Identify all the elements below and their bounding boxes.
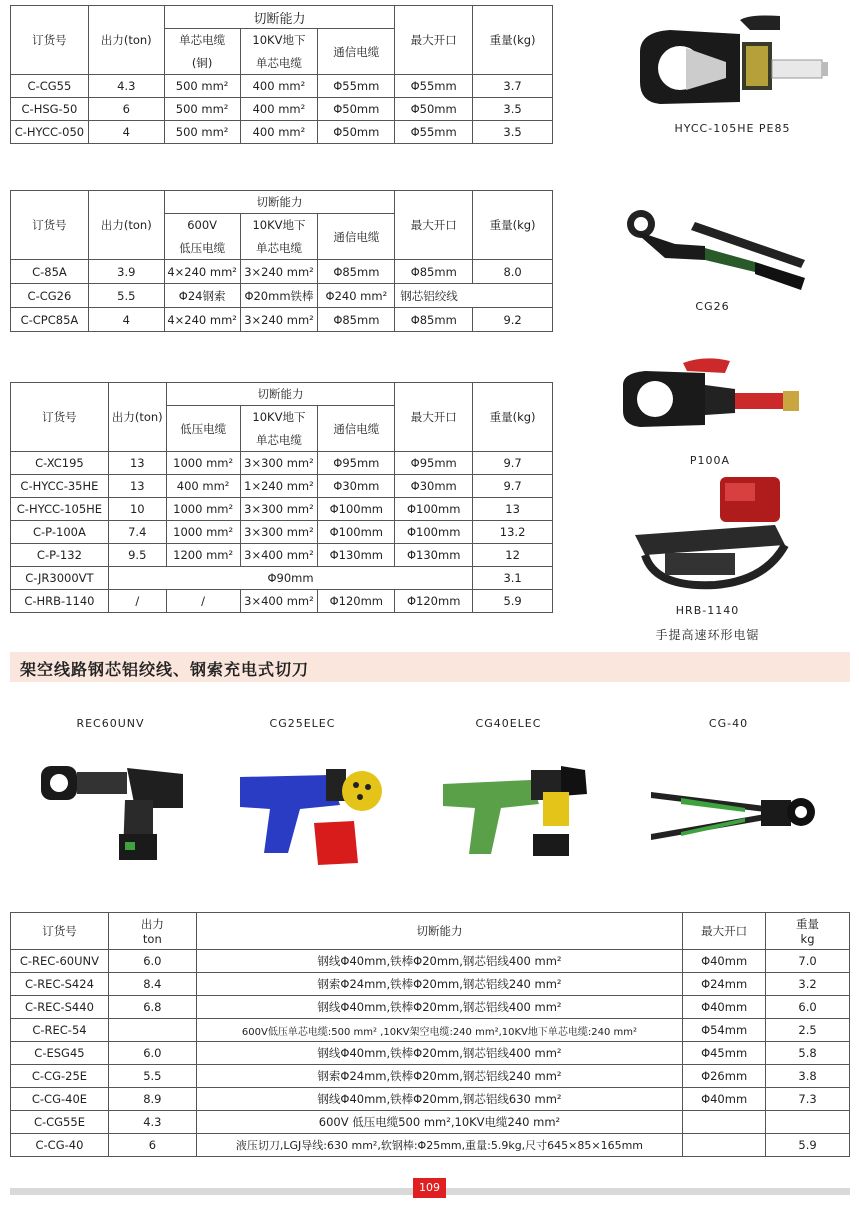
header-force-b: ton xyxy=(142,932,162,946)
p100a-cutter-image xyxy=(615,355,805,435)
cell: C-HYCC-105HE xyxy=(11,498,109,521)
cg25elec-tool-image xyxy=(230,755,390,870)
header-col1b: 低压电缆 xyxy=(164,237,240,260)
cell: 5.5 xyxy=(88,284,164,308)
cell xyxy=(108,1019,196,1042)
cell: 8.0 xyxy=(473,260,553,284)
cell xyxy=(766,1111,850,1134)
cell: 3.2 xyxy=(766,973,850,996)
cell: 6 xyxy=(108,1134,196,1157)
cell: Φ85mm xyxy=(395,308,473,332)
table-row xyxy=(11,1088,850,1111)
cell: 3×240 mm² xyxy=(240,260,318,284)
cell: 9.2 xyxy=(473,308,553,332)
cell: Φ50mm xyxy=(318,121,395,144)
cell: / xyxy=(108,590,166,613)
table-row xyxy=(11,75,553,98)
table-row xyxy=(11,260,553,284)
cell: 3.5 xyxy=(473,121,553,144)
table-row xyxy=(11,996,850,1019)
cell: 500 mm² xyxy=(164,121,240,144)
photo-caption-cg40: CG-40 xyxy=(708,717,749,730)
cell: 7.4 xyxy=(108,521,166,544)
cell: 钢芯铝绞线 xyxy=(395,284,553,308)
header-max-opening: 最大开口 xyxy=(395,6,473,75)
header-order-no: 订货号 xyxy=(11,383,109,452)
header-capacity: 切断能力 xyxy=(164,6,395,29)
cell: 9.7 xyxy=(473,475,553,498)
table-row xyxy=(11,590,553,613)
cell xyxy=(683,1134,766,1157)
header-col2b: 单芯电缆 xyxy=(240,429,318,452)
cell: Φ85mm xyxy=(318,260,395,284)
cell: 9.7 xyxy=(473,452,553,475)
cell: Φ55mm xyxy=(318,75,395,98)
table-row xyxy=(11,973,850,996)
cell: Φ24mm xyxy=(683,973,766,996)
cell: Φ130mm xyxy=(318,544,395,567)
cell: 3×300 mm² xyxy=(240,498,318,521)
cell: 3.9 xyxy=(88,260,164,284)
cell: 500 mm² xyxy=(164,98,240,121)
cell: 6.0 xyxy=(766,996,850,1019)
cell: 3×400 mm² xyxy=(240,544,318,567)
cg40-cutter-image xyxy=(645,770,820,850)
cell: 4×240 mm² xyxy=(164,260,240,284)
cell: 4 xyxy=(88,121,164,144)
header-col2a: 10KV地下 xyxy=(240,406,318,429)
cell: 6.8 xyxy=(108,996,196,1019)
cell: Φ95mm xyxy=(318,452,395,475)
cell: C-CG-40E xyxy=(11,1088,109,1111)
cell: C-JR3000VT xyxy=(11,567,109,590)
spec-table-4 xyxy=(10,912,850,1157)
cell: 3.7 xyxy=(473,75,553,98)
header-order-no: 订货号 xyxy=(11,6,89,75)
cell: Φ240 mm² xyxy=(318,284,395,308)
cell: 400 mm² xyxy=(240,75,318,98)
table-row xyxy=(11,308,553,332)
table-row xyxy=(11,950,850,973)
cell: C-HYCC-35HE xyxy=(11,475,109,498)
cell: 3.1 xyxy=(473,567,553,590)
cell: 3×240 mm² xyxy=(240,308,318,332)
cell: Φ85mm xyxy=(318,308,395,332)
cell: 13 xyxy=(108,475,166,498)
header-max-opening: 最大开口 xyxy=(683,913,766,950)
cell: 3×300 mm² xyxy=(240,452,318,475)
header-force-a: 出力 xyxy=(140,917,164,931)
cell: 4×240 mm² xyxy=(164,308,240,332)
cell: Φ50mm xyxy=(318,98,395,121)
cell: 8.4 xyxy=(108,973,196,996)
cell: Φ100mm xyxy=(318,498,395,521)
cell: 钢线Φ40mm,铁棒Φ20mm,钢芯铝线400 mm² xyxy=(196,950,682,973)
table-row xyxy=(11,475,553,498)
cell: 1×240 mm² xyxy=(240,475,318,498)
photo-caption-cg40elec: CG40ELEC xyxy=(475,717,542,730)
table-row xyxy=(11,498,553,521)
cell: C-REC-60UNV xyxy=(11,950,109,973)
cell: C-CG-25E xyxy=(11,1065,109,1088)
header-col2b: 单芯电缆 xyxy=(240,52,318,75)
cell: 4 xyxy=(88,308,164,332)
cell: Φ20mm铁棒 xyxy=(240,284,318,308)
header-col2b: 单芯电缆 xyxy=(240,237,318,260)
page-number: 109 xyxy=(413,1178,446,1198)
header-order-no: 订货号 xyxy=(11,191,89,260)
cell: Φ30mm xyxy=(395,475,473,498)
photo-desc-hrb: 手提高速环形电锯 xyxy=(655,628,760,642)
cell: 13.2 xyxy=(473,521,553,544)
cell: C-HSG-50 xyxy=(11,98,89,121)
cell: Φ30mm xyxy=(318,475,395,498)
cell: 5.9 xyxy=(766,1134,850,1157)
cell: 400 mm² xyxy=(240,98,318,121)
cell: C-CG55 xyxy=(11,75,89,98)
header-col1b: (铜) xyxy=(164,52,240,75)
table-row xyxy=(11,284,553,308)
photo-caption-rec60unv: REC60UNV xyxy=(76,717,145,730)
header-col2a: 10KV地下 xyxy=(240,29,318,52)
cell: Φ24钢索 xyxy=(164,284,240,308)
table-row xyxy=(11,1134,850,1157)
cell: C-REC-S440 xyxy=(11,996,109,1019)
cell: 6.0 xyxy=(108,1042,196,1065)
cell: C-P-100A xyxy=(11,521,109,544)
header-weight xyxy=(766,913,850,950)
cell: 12 xyxy=(473,544,553,567)
photo-caption-hrb: HRB-1140 xyxy=(675,604,740,617)
table-row xyxy=(11,98,553,121)
cell: Φ45mm xyxy=(683,1042,766,1065)
cell: Φ55mm xyxy=(395,75,473,98)
header-col1: 低压电缆 xyxy=(166,406,240,452)
cell: 1000 mm² xyxy=(166,521,240,544)
cell: 钢线Φ40mm,铁棒Φ20mm,钢芯铝线400 mm² xyxy=(196,996,682,1019)
cell: Φ54mm xyxy=(683,1019,766,1042)
cell: C-HYCC-050 xyxy=(11,121,89,144)
cell: 5.8 xyxy=(766,1042,850,1065)
header-force: 出力(ton) xyxy=(88,6,164,75)
header-max-opening: 最大开口 xyxy=(395,191,473,260)
cell: C-CPC85A xyxy=(11,308,89,332)
cell: 3.8 xyxy=(766,1065,850,1088)
cell: Φ40mm xyxy=(683,996,766,1019)
header-capacity: 切断能力 xyxy=(164,191,395,214)
cell: 400 mm² xyxy=(240,121,318,144)
cell: 4.3 xyxy=(108,1111,196,1134)
section-header xyxy=(10,652,850,682)
cell: 5.5 xyxy=(108,1065,196,1088)
header-col2a: 10KV地下 xyxy=(240,214,318,237)
cell: 500 mm² xyxy=(164,75,240,98)
cell: C-REC-S424 xyxy=(11,973,109,996)
cell: Φ40mm xyxy=(683,950,766,973)
header-col1a: 600V xyxy=(164,214,240,237)
header-col3: 通信电缆 xyxy=(318,29,395,75)
table-row xyxy=(11,121,553,144)
cell: 13 xyxy=(473,498,553,521)
cell xyxy=(683,1111,766,1134)
table-row xyxy=(11,544,553,567)
cell: 6 xyxy=(88,98,164,121)
photo-caption-cg26: CG26 xyxy=(695,300,730,313)
header-weight: 重量(kg) xyxy=(473,383,553,452)
cell: 6.0 xyxy=(108,950,196,973)
cell: Φ100mm xyxy=(395,498,473,521)
cell: 钢线Φ40mm,铁棒Φ20mm,钢芯铝线400 mm² xyxy=(196,1042,682,1065)
header-col3: 通信电缆 xyxy=(318,406,395,452)
header-capacity: 切断能力 xyxy=(196,913,682,950)
cell: 2.5 xyxy=(766,1019,850,1042)
cell: Φ55mm xyxy=(395,121,473,144)
table-row xyxy=(11,567,553,590)
cell: 3×400 mm² xyxy=(240,590,318,613)
cell: 9.5 xyxy=(108,544,166,567)
cell: Φ50mm xyxy=(395,98,473,121)
cell: 13 xyxy=(108,452,166,475)
spec-table-1 xyxy=(10,5,553,144)
cell: Φ100mm xyxy=(395,521,473,544)
cell: 钢索Φ24mm,铁棒Φ20mm,钢芯铝线240 mm² xyxy=(196,1065,682,1088)
cell: Φ100mm xyxy=(318,521,395,544)
cell: C-85A xyxy=(11,260,89,284)
table-row xyxy=(11,1019,850,1042)
cell: Φ95mm xyxy=(395,452,473,475)
header-capacity: 切断能力 xyxy=(166,383,395,406)
table-row xyxy=(11,1042,850,1065)
cell: Φ26mm xyxy=(683,1065,766,1088)
header-weight-b: kg xyxy=(800,932,815,946)
cell: 600V 低压电缆500 mm²,10KV电缆240 mm² xyxy=(196,1111,682,1134)
cell: C-CG26 xyxy=(11,284,89,308)
cell: 7.0 xyxy=(766,950,850,973)
header-weight: 重量(kg) xyxy=(473,6,553,75)
cell: C-REC-54 xyxy=(11,1019,109,1042)
cell: / xyxy=(166,590,240,613)
hrb-1140-saw-image xyxy=(625,473,810,598)
header-force: 出力(ton) xyxy=(108,383,166,452)
cg40elec-tool-image xyxy=(435,760,595,870)
cell: Φ120mm xyxy=(395,590,473,613)
cell: 8.9 xyxy=(108,1088,196,1111)
cell: 5.9 xyxy=(473,590,553,613)
spec-table-3 xyxy=(10,382,553,613)
header-order-no: 订货号 xyxy=(11,913,109,950)
cell: 3×300 mm² xyxy=(240,521,318,544)
cell: C-CG55E xyxy=(11,1111,109,1134)
table-row xyxy=(11,1111,850,1134)
photo-caption-cg25elec: CG25ELEC xyxy=(269,717,336,730)
table-row xyxy=(11,1065,850,1088)
spec-table-2 xyxy=(10,190,553,332)
cg26-cutter-image xyxy=(615,200,810,300)
cell: Φ130mm xyxy=(395,544,473,567)
header-weight: 重量(kg) xyxy=(473,191,553,260)
header-force xyxy=(108,913,196,950)
section-title: 架空线路钢芯铝绞线、钢索充电式切刀 xyxy=(20,660,310,679)
cell: 400 mm² xyxy=(166,475,240,498)
cell: 10 xyxy=(108,498,166,521)
rec60unv-tool-image xyxy=(35,750,190,865)
cell: 600V低压单芯电缆:500 mm² ,10KV架空电缆:240 mm²,10KV地下单芯电缆:240 mm² xyxy=(196,1019,682,1042)
cell: 1000 mm² xyxy=(166,452,240,475)
header-weight-a: 重量 xyxy=(796,917,820,931)
cell: Φ120mm xyxy=(318,590,395,613)
header-col1a: 单芯电缆 xyxy=(164,29,240,52)
cell: C-XC195 xyxy=(11,452,109,475)
hycc-105he-cutter-image xyxy=(630,12,835,112)
header-col3: 通信电缆 xyxy=(318,214,395,260)
table-row xyxy=(11,521,553,544)
table-row xyxy=(11,452,553,475)
cell: Φ90mm xyxy=(108,567,472,590)
cell: Φ40mm xyxy=(683,1088,766,1111)
cell: Φ85mm xyxy=(395,260,473,284)
cell: 3.5 xyxy=(473,98,553,121)
cell: 4.3 xyxy=(88,75,164,98)
header-max-opening: 最大开口 xyxy=(395,383,473,452)
cell: C-CG-40 xyxy=(11,1134,109,1157)
cell: C-HRB-1140 xyxy=(11,590,109,613)
cell: 钢索Φ24mm,铁棒Φ20mm,钢芯铝线240 mm² xyxy=(196,973,682,996)
cell: 钢线Φ40mm,铁棒Φ20mm,钢芯铝线630 mm² xyxy=(196,1088,682,1111)
photo-caption-hycc: HYCC-105HE PE85 xyxy=(674,122,791,135)
cell: C-P-132 xyxy=(11,544,109,567)
cell: 液压切刀,LGJ导线:630 mm²,软钢棒:Φ25mm,重量:5.9kg,尺寸645×85×165mm xyxy=(196,1134,682,1157)
cell: 1000 mm² xyxy=(166,498,240,521)
cell: C-ESG45 xyxy=(11,1042,109,1065)
photo-caption-p100a: P100A xyxy=(689,454,731,467)
cell: 1200 mm² xyxy=(166,544,240,567)
cell: 7.3 xyxy=(766,1088,850,1111)
header-force: 出力(ton) xyxy=(88,191,164,260)
